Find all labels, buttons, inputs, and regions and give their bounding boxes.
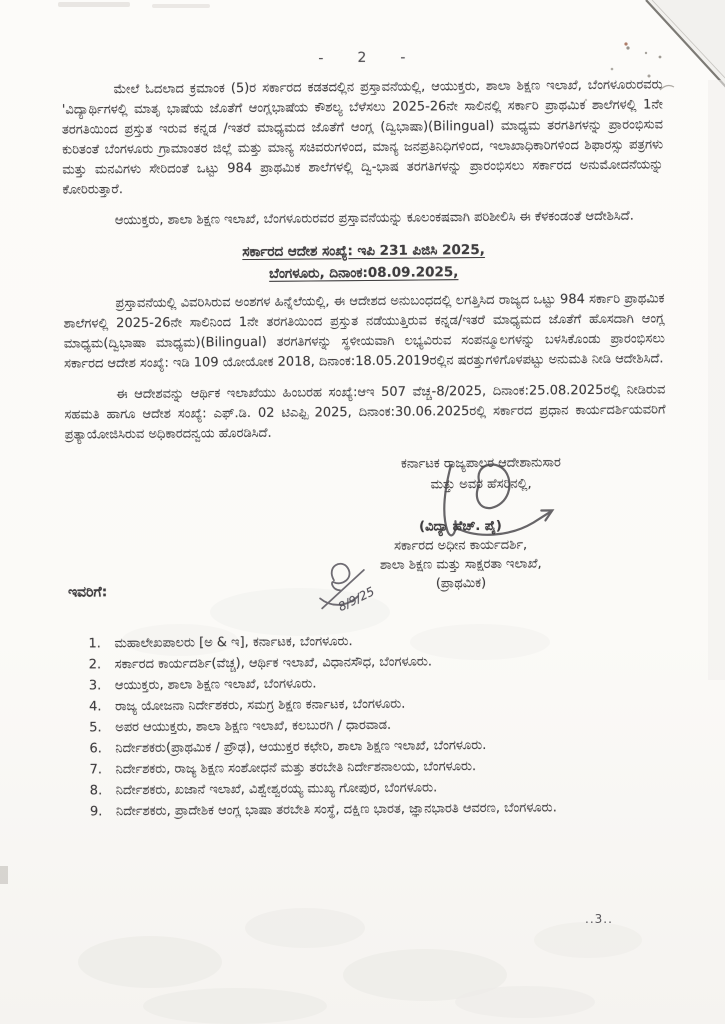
paper-edge-shade — [708, 80, 725, 680]
by-order-line2: ಮತ್ತು ಅವರ ಹೆಸರಿನಲ್ಲಿ, — [430, 476, 532, 493]
opening-paragraph: ಮೇಲೆ ಓದಲಾದ ಕ್ರಮಾಂಕ (5)ರ ಸರ್ಕಾರದ ಕಡತದಲ್ಲಿನ ಪ್ರಸ್ತಾವನೆಯಲ್ಲಿ, ಆಯುಕ್ತರು, ಶಾಲಾ ಶಿಕ್ಷಣ ಇಲಾಖೆ, ಬೆಂಗಳೂರುರವರು 'ವಿದ್ಯಾರ್ಥಿಗಳಲ್ಲಿ ಮಾತೃ ಭಾಷೆಯ ಜೊತೆಗೆ ಆಂಗ್ಲಭಾಷೆಯ ಕೌಶಲ್ಯ ಬೆಳೆಸಲು 2025-26ನೇ ಸಾಲಿನಲ್ಲಿ ಸರ್ಕಾರಿ ಪ್ರಾಥಮಿಕ ಶಾಲೆಗಳಲ್ಲಿ 1ನೇ ತರಗತಿಯಿಂದ ಪ್ರಸ್ತುತ ಇರುವ ಕನ್ನಡ /ಇತರೆ ಮಾಧ್ಯಮದ ಜೊತೆಗೆ ಆಂಗ್ಲ (ದ್ವಿಭಾಷಾ)(Bilingual) ಮಾಧ್ಯಮ ತರಗತಿಗಳನ್ನು ಪ್ರಾರಂಭಿಸುವ ಕುರಿತಂತೆ ಬೆಂಗಳೂರು ಗ್ರಾಮಾಂತರ ಜಿಲ್ಲೆ ಮತ್ತು ಮಾನ್ಯ ಸಚಿವರುಗಳಿಂದ, ಮಾನ್ಯ ಜನಪ್ರತಿನಿಧಿಗಳಿಂದ, ಇಲಾಖಾಧಿಕಾರಿಗಳಿಂದ ಶಿಫಾರಸ್ಸು ಪತ್ರಗಳು ಮತ್ತು ಮನವಿಗಳು ಸೇರಿದಂತೆ ಒಟ್ಟು 984 ಪ್ರಾಥಮಿಕ ಶಾಲೆಗಳಲ್ಲಿ ದ್ವಿ-ಭಾಷ ತರಗತಿಗಳನ್ನು ಪ್ರಾರಂಭಿಸಲು ಸರ್ಕಾರದ ಅನುಮೋದನೆಯನ್ನು ಕೋರಿರುತ್ತಾರೆ. — [61, 77, 664, 198]
review-paragraph: ಆಯುಕ್ತರು, ಶಾಲಾ ಶಿಕ್ಷಣ ಇಲಾಖೆ, ಬೆಂಗಳೂರುರವರ ಪ್ರಸ್ತಾವನೆಯನ್ನು ಕೂಲಂಕಷವಾಗಿ ಪರಿಶೀಲಿಸಿ ಈ ಕೆಳಕಂಡಂತೆ ಆದೇಶಿಸಿದೆ. — [114, 208, 634, 229]
item-number: 2. — [88, 657, 102, 673]
finance-concurrence-paragraph: ಈ ಆದೇಶವನ್ನು ಆರ್ಥಿಕ ಇಲಾಖೆಯು ಹಿಂಬರಹ ಸಂಖ್ಯೆ:ಆಇ 507 ವೆಚ್ಚ-8/2025, ದಿನಾಂಕ:25.08.2025ರಲ್ಲಿ ನೀಡಿರುವ ಸಹಮತಿ ಹಾಗೂ ಆದೇಶ ಸಂಖ್ಯೆ: ಎಫ್.ಡಿ. 02 ಟಿಎಫ್ಪಿ 2025, ದಿನಾಂಕ:30.06.2025ರಲ್ಲಿ ಸರ್ಕಾರದ ಪ್ರಧಾನ ಕಾರ್ಯದರ್ಶಿಯವರಿಗೆ ಪ್ರತ್ಯಾಯೋಜಿಸಿರುವ ಅಧಿಕಾರದನ್ವಯ ಹೊರಡಿಸಿದೆ. — [64, 382, 666, 443]
signatory-title3: (ಪ್ರಾಥಮಿಕ) — [435, 575, 487, 592]
item-text: ಆಯುಕ್ತರು, ಶಾಲಾ ಶಿಕ್ಷಣ ಇಲಾಖೆ, ಬೆಂಗಳೂರು. — [114, 676, 317, 694]
next-page-marker: ..3.. — [585, 912, 613, 926]
document-body — [61, 45, 669, 823]
item-text: ನಿರ್ದೇಶಕರು, ಖಜಾನೆ ಇಲಾಖೆ, ವಿಶ್ವೇಶ್ವರಯ್ಯ ಮುಖ್ಯ ಗೋಪುರ, ಬೆಂಗಳೂರು. — [115, 780, 438, 799]
order-number-heading — [63, 237, 664, 286]
distribution-item — [90, 797, 669, 822]
signatory-title2: ಶಾಲಾ ಶಿಕ್ಷಣ ಮತ್ತು ಸಾಕ್ಷರತಾ ಇಲಾಖೆ, — [379, 556, 542, 573]
initial-scribble-icon — [316, 556, 417, 619]
page-number-dash-right: - — [400, 49, 406, 66]
handwritten-date: 8/9/25 — [335, 584, 377, 615]
item-text: ನಿರ್ದೇಶಕರು, ರಾಜ್ಯ ಶಿಕ್ಷಣ ಸಂಶೋಧನೆ ಮತ್ತು ತರಬೇತಿ ನಿರ್ದೇಶನಾಲಯ, ಬೆಂಗಳೂರು. — [115, 759, 477, 778]
item-number: 8. — [89, 783, 103, 799]
item-number: 7. — [89, 762, 103, 778]
page-number-header — [61, 45, 662, 70]
distribution-label: ಇವರಿಗೆ: — [67, 584, 108, 601]
item-number: 3. — [88, 678, 102, 694]
signatory-name: (ವಿದ್ಯಾ ಹೆಚ್. ಪೈ) — [419, 518, 502, 535]
signature-block — [65, 451, 667, 615]
item-number: 6. — [89, 741, 102, 757]
item-text: ಮಹಾಲೇಖಪಾಲರು [ಅ & ಇ], ಕರ್ನಾಟಕ, ಬೆಂಗಳೂರು. — [114, 634, 353, 652]
item-number: 4. — [88, 699, 102, 715]
item-number: 9. — [89, 804, 103, 820]
order-number-line: ಸರ್ಕಾರದ ಆದೇಶ ಸಂಖ್ಯೆ: ಇಪಿ 231 ಪಿಜಿಸಿ 2025, — [242, 241, 485, 261]
item-number: 1. — [88, 636, 101, 652]
distribution-list — [66, 629, 669, 822]
item-number: 5. — [89, 720, 102, 736]
item-text: ನಿರ್ದೇಶಕರು(ಪ್ರಾಥಮಿಕ / ಪ್ರೌಢ), ಆಯುಕ್ತರ ಕಛೇರಿ, ಶಾಲಾ ಶಿಕ್ಷಣ ಇಲಾಖೆ, ಬೆಂಗಳೂರು. — [115, 737, 487, 757]
page-number-dash-left: - — [318, 50, 324, 67]
item-text: ಅಪರ ಆಯುಕ್ತರು, ಶಾಲಾ ಶಿಕ್ಷಣ ಇಲಾಖೆ, ಕಲಬುರಗಿ / ಧಾರವಾಡ. — [115, 717, 392, 736]
item-text: ಸರ್ಕಾರದ ಕಾರ್ಯದರ್ಶಿ(ವೆಚ್ಚ), ಆರ್ಥಿಕ ಇಲಾಖೆ, ವಿಧಾನಸೌಧ, ಬೆಂಗಳೂರು. — [114, 654, 433, 673]
item-text: ನಿರ್ದೇಶಕರು, ಪ್ರಾದೇಶಿಕ ಆಂಗ್ಲ ಭಾಷಾ ತರಬೇತಿ ಸಂಸ್ಥೆ, ದಕ್ಷಿಣ ಭಾರತ, ಜ್ಞಾನಭಾರತಿ ಆವರಣ, ಬೆಂಗಳೂರು. — [115, 800, 557, 820]
signatory-title1: ಸರ್ಕಾರದ ಅಧೀನ ಕಾರ್ಯದರ್ಶಿ, — [394, 537, 528, 554]
by-order-line1: ಕರ್ನಾಟಕ ರಾಜ್ಯಪಾಲರ ಆದೇಶಾನುಸಾರ — [400, 455, 561, 472]
page-number: 2 — [357, 49, 367, 67]
order-date-line: ಬೆಂಗಳೂರು, ದಿನಾಂಕ:08.09.2025, — [269, 264, 459, 282]
order-paragraph: ಪ್ರಸ್ತಾವನೆಯಲ್ಲಿ ವಿವರಿಸಿರುವ ಅಂಶಗಳ ಹಿನ್ನೆಲೆಯಲ್ಲಿ, ಈ ಆದೇಶದ ಅನುಬಂಧದಲ್ಲಿ ಲಗತ್ತಿಸಿದ ರಾಜ್ಯದ ಒಟ್ಟು 984 ಸರ್ಕಾರಿ ಪ್ರಾಥಮಿಕ ಶಾಲೆಗಳಲ್ಲಿ 2025-26ನೇ ಸಾಲಿನಿಂದ 1ನೇ ತರಗತಿಯಿಂದ ಪ್ರಸ್ತುತ ನಡೆಯುತ್ತಿರುವ ಕನ್ನಡ/ಇತರೆ ಮಾಧ್ಯಮದ ಜೊತೆಗೆ ಹೊಸದಾಗಿ ಆಂಗ್ಲ ಮಾಧ್ಯಮ(ದ್ವಿಭಾಷಾ ಮಾಧ್ಯಮ)(Bilingual) ತರಗತಿಗಳನ್ನು ಸ್ಥಳೀಯವಾಗಿ ಲಭ್ಯವಿರುವ ಸಂಪನ್ಮೂಲಗಳನ್ನು ಬಳಸಿಕೊಂಡು ಪ್ರಾರಂಭಿಸಲು ಸರ್ಕಾರದ ಆದೇಶ ಸಂಖ್ಯೆ: ಇಡಿ 109 ಯೋಯೋಕ 2018, ದಿನಾಂಕ:18.05.2019ರಲ್ಲಿನ ಷರತ್ತುಗಳಿಗೊಳಪಟ್ಟು ಅನುಮತಿ ನೀಡಿ ಆದೇಶಿಸಿದೆ. — [63, 291, 665, 372]
item-text: ರಾಜ್ಯ ಯೋಜನಾ ನಿರ್ದೇಶಕರು, ಸಮಗ್ರ ಶಿಕ್ಷಣ ಕರ್ನಾಟಕ, ಬೆಂಗಳೂರು. — [114, 696, 406, 715]
